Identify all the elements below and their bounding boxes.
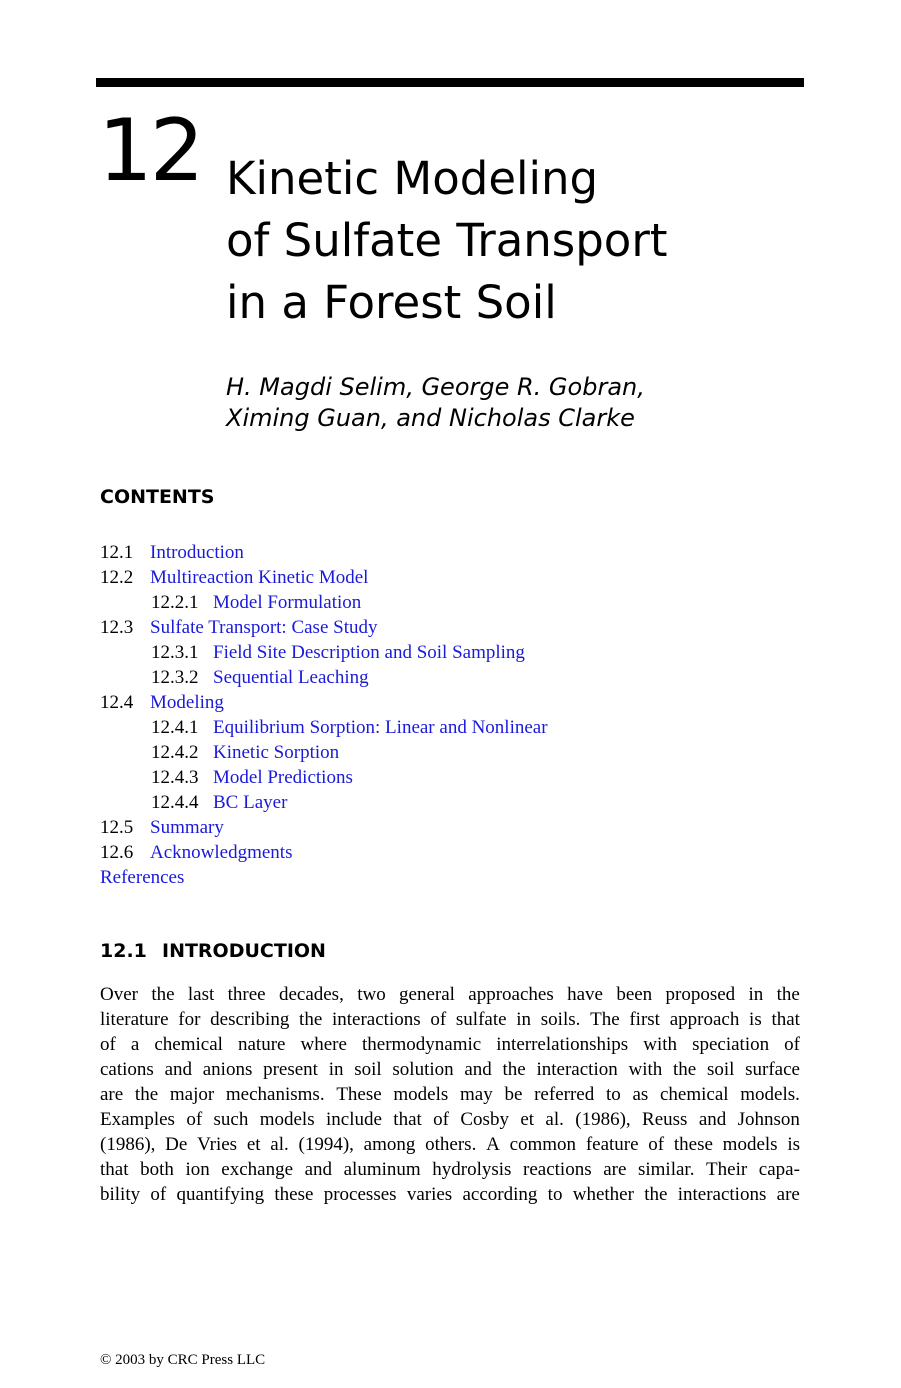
introduction-paragraph [100,982,800,1207]
paragraph-word: Examples [100,1109,175,1130]
paragraph-word: major [169,1084,215,1105]
toc-number: 12.4.3 [151,767,199,788]
paragraph-word: mechanisms. [225,1084,325,1105]
paragraph-word: in [516,1009,532,1030]
paragraph-word: as [632,1084,649,1105]
toc-link-bc-layer[interactable]: BC Layer [213,792,288,813]
toc-number: 12.6 [100,842,134,863]
paragraph-word: models [393,1084,449,1105]
paragraph-word: speciation [692,1034,770,1055]
chapter-title-line: in a Forest Soil [226,276,557,329]
paragraph-word: of [648,1134,665,1155]
paragraph-word: in [748,984,764,1005]
paragraph-word: according [462,1184,538,1205]
toc-entry-12-4-1 [100,715,548,740]
paragraph-word: feature [585,1134,639,1155]
paragraph-word: are [603,1159,627,1180]
paragraph-word: approach [669,1009,740,1030]
paragraph-word: soils. [540,1009,581,1030]
section-number: 12.1 [100,940,147,962]
chapter-authors [226,372,645,434]
paragraph-word: present [263,1059,318,1080]
chapter-title-line: of Sulfate Transport [226,214,668,267]
toc-entry-12-2-1 [100,590,548,615]
paragraph-word: thermodynamic [361,1034,482,1055]
paragraph-word: three [227,984,266,1005]
paragraph-word: literature [100,1009,169,1030]
paragraph-word: in [328,1059,344,1080]
paragraph-word: others. [425,1134,477,1155]
paragraph-word: first [629,1009,660,1030]
paragraph-word: surface [745,1059,800,1080]
paragraph-word: A [486,1134,500,1155]
paragraph-word: for [178,1009,201,1030]
paragraph-word: solution [392,1059,454,1080]
toc-link-summary[interactable]: Summary [150,817,224,838]
paragraph-word: of [150,1184,167,1205]
paragraph-line [100,1182,800,1207]
paragraph-word: that [100,1159,129,1180]
toc-entry-12-1 [100,540,548,565]
paragraph-word: anions [202,1059,253,1080]
paragraph-word: ion [185,1159,210,1180]
paragraph-word: is [787,1134,800,1155]
chapter-title [226,148,667,334]
toc-link-references[interactable]: References [100,867,185,888]
toc-link-field-site-description[interactable]: Field Site Description and Soil Sampling [213,642,525,663]
paragraph-word: of [784,1034,800,1055]
toc-link-sulfate-transport-case-study[interactable]: Sulfate Transport: Case Study [150,617,378,638]
paragraph-word: with [628,1059,663,1080]
paragraph-word: the [299,1009,323,1030]
paragraph-line [100,1157,800,1182]
paragraph-line [100,982,800,1007]
section-heading-introduction [100,940,326,962]
paragraph-word: interrelationships [496,1034,629,1055]
paragraph-word: reactions [523,1159,592,1180]
toc-number: 12.2.1 [151,592,199,613]
toc-number: 12.2 [100,567,134,588]
paragraph-word: al. [545,1109,564,1130]
paragraph-line [100,1007,800,1032]
paragraph-word: with [643,1034,678,1055]
paragraph-line [100,1057,800,1082]
chapter-title-line: Kinetic Modeling [226,152,599,205]
paragraph-word: Vries [197,1134,238,1155]
paragraph-word: The [590,1009,620,1030]
paragraph-word: similar. [637,1159,695,1180]
paragraph-word: models. [740,1084,800,1105]
toc-number: 12.5 [100,817,134,838]
toc-entry-12-5 [100,815,548,840]
paragraph-word: are [100,1084,124,1105]
toc-entry-12-4-4 [100,790,548,815]
paragraph-word: hydrolysis [432,1159,512,1180]
paragraph-word: of [430,1009,447,1030]
paragraph-word: varies [406,1184,453,1205]
paragraph-word: Over [100,984,138,1005]
paragraph-word: the [644,1184,668,1205]
toc-link-acknowledgments[interactable]: Acknowledgments [150,842,293,863]
paragraph-word: Cosby [460,1109,509,1130]
toc-number: 12.3.1 [151,642,199,663]
section-title: INTRODUCTION [162,940,326,962]
paragraph-word: a [130,1034,140,1055]
paragraph-word: al. [270,1134,289,1155]
paragraph-word: chemical [659,1084,729,1105]
toc-number: 12.3 [100,617,134,638]
toc-entry-references [100,865,548,890]
paragraph-line [100,1132,800,1157]
paragraph-line [100,1107,800,1132]
paragraph-word: to [547,1184,563,1205]
paragraph-word: proposed [665,984,736,1005]
paragraph-word: where [300,1034,347,1055]
paragraph-word: models [259,1109,315,1130]
paragraph-word: nature [237,1034,286,1055]
toc-entry-12-4-2 [100,740,548,765]
paragraph-word: the [502,1059,526,1080]
paragraph-word: both [140,1159,174,1180]
author-line: Ximing Guan, and Nicholas Clarke [226,404,635,432]
paragraph-word: Johnson [737,1109,800,1130]
chapter-number: 12 [98,101,202,201]
paragraph-word: whether [572,1184,634,1205]
toc-link-multireaction-kinetic-model[interactable]: Multireaction Kinetic Model [150,567,369,588]
paragraph-word: to [605,1084,621,1105]
paragraph-word: and [164,1059,192,1080]
paragraph-word: sulfate [455,1009,507,1030]
paragraph-word: capa- [758,1159,800,1180]
paragraph-word: cations [100,1059,154,1080]
toc-number: 12.4.1 [151,717,199,738]
toc-number: 12.4.2 [151,742,199,763]
paragraph-word: the [134,1084,159,1105]
paragraph-word: models [722,1134,778,1155]
paragraph-word: et [520,1109,535,1130]
toc-entry-12-3-1 [100,640,548,665]
paragraph-word: Reuss [642,1109,688,1130]
paragraph-word: two [357,984,386,1005]
paragraph-word: exchange [221,1159,294,1180]
paragraph-word: and [304,1159,333,1180]
contents-heading: CONTENTS [100,486,215,508]
paragraph-word: of [433,1109,449,1130]
paragraph-word: (1986), [100,1134,156,1155]
toc-number: 12.3.2 [151,667,199,688]
table-of-contents [100,540,548,890]
paragraph-word: that [771,1009,800,1030]
paragraph-word: of [100,1034,116,1055]
toc-number: 12.4.4 [151,792,199,813]
paragraph-word: interactions [331,1009,421,1030]
toc-link-model-formulation[interactable]: Model Formulation [213,592,362,613]
paragraph-word: (1994), [298,1134,354,1155]
toc-entry-12-3 [100,615,548,640]
toc-link-model-predictions[interactable]: Model Predictions [213,767,353,788]
toc-link-kinetic-sorption[interactable]: Kinetic Sorption [213,742,340,763]
paragraph-word: among [363,1134,416,1155]
paragraph-word: aluminum [343,1159,421,1180]
paragraph-word: be [504,1084,523,1105]
paragraph-word: have [567,984,603,1005]
paragraph-word: et [246,1134,261,1155]
paragraph-word: bility [100,1184,141,1205]
paragraph-word: quantifying [176,1184,265,1205]
toc-entry-12-4 [100,690,548,715]
author-line: H. Magdi Selim, George R. Gobran, [226,373,645,401]
toc-entry-12-4-3 [100,765,548,790]
paragraph-word: interactions [677,1184,767,1205]
paragraph-word: that [393,1109,422,1130]
toc-link-equilibrium-sorption[interactable]: Equilibrium Sorption: Linear and Nonlinear [213,717,548,738]
toc-entry-12-3-2 [100,665,548,690]
paragraph-word: last [187,984,215,1005]
paragraph-word: these [673,1134,713,1155]
paragraph-word: of [186,1109,203,1130]
paragraph-word: and [698,1109,727,1130]
paragraph-word: the [151,984,175,1005]
paragraph-word: approaches [468,984,554,1005]
toc-link-introduction[interactable]: Introduction [150,542,244,563]
paragraph-line [100,1032,800,1057]
paragraph-word: soil [354,1059,382,1080]
toc-number: 12.4 [100,692,134,713]
paragraph-word: general [399,984,455,1005]
paragraph-word: may [460,1084,493,1105]
paragraph-word: describing [210,1009,290,1030]
paragraph-word: These [336,1084,382,1105]
toc-link-modeling[interactable]: Modeling [150,692,224,713]
paragraph-word: such [213,1109,249,1130]
paragraph-word: these [274,1184,314,1205]
paragraph-word: common [509,1134,577,1155]
paragraph-word: is [749,1009,762,1030]
paragraph-word: interaction [536,1059,618,1080]
toc-entry-12-2 [100,565,548,590]
paragraph-word: processes [323,1184,397,1205]
paragraph-word: soil [706,1059,735,1080]
paragraph-word: the [672,1059,697,1080]
paragraph-word: been [616,984,653,1005]
paragraph-word: Their [706,1159,748,1180]
toc-link-sequential-leaching[interactable]: Sequential Leaching [213,667,369,688]
paragraph-line [100,1082,800,1107]
toc-entry-12-6 [100,840,548,865]
copyright-footer: © 2003 by CRC Press LLC [100,1352,266,1368]
paragraph-word: referred [534,1084,595,1105]
paragraph-word: De [165,1134,188,1155]
paragraph-word: (1986), [575,1109,631,1130]
paragraph-word: chemical [154,1034,223,1055]
paragraph-word: include [325,1109,382,1130]
chapter-top-rule [96,78,804,87]
paragraph-word: are [776,1184,800,1205]
paragraph-word: decades, [278,984,344,1005]
toc-number: 12.1 [100,542,134,563]
paragraph-word: and [464,1059,492,1080]
paragraph-word: the [776,984,800,1005]
